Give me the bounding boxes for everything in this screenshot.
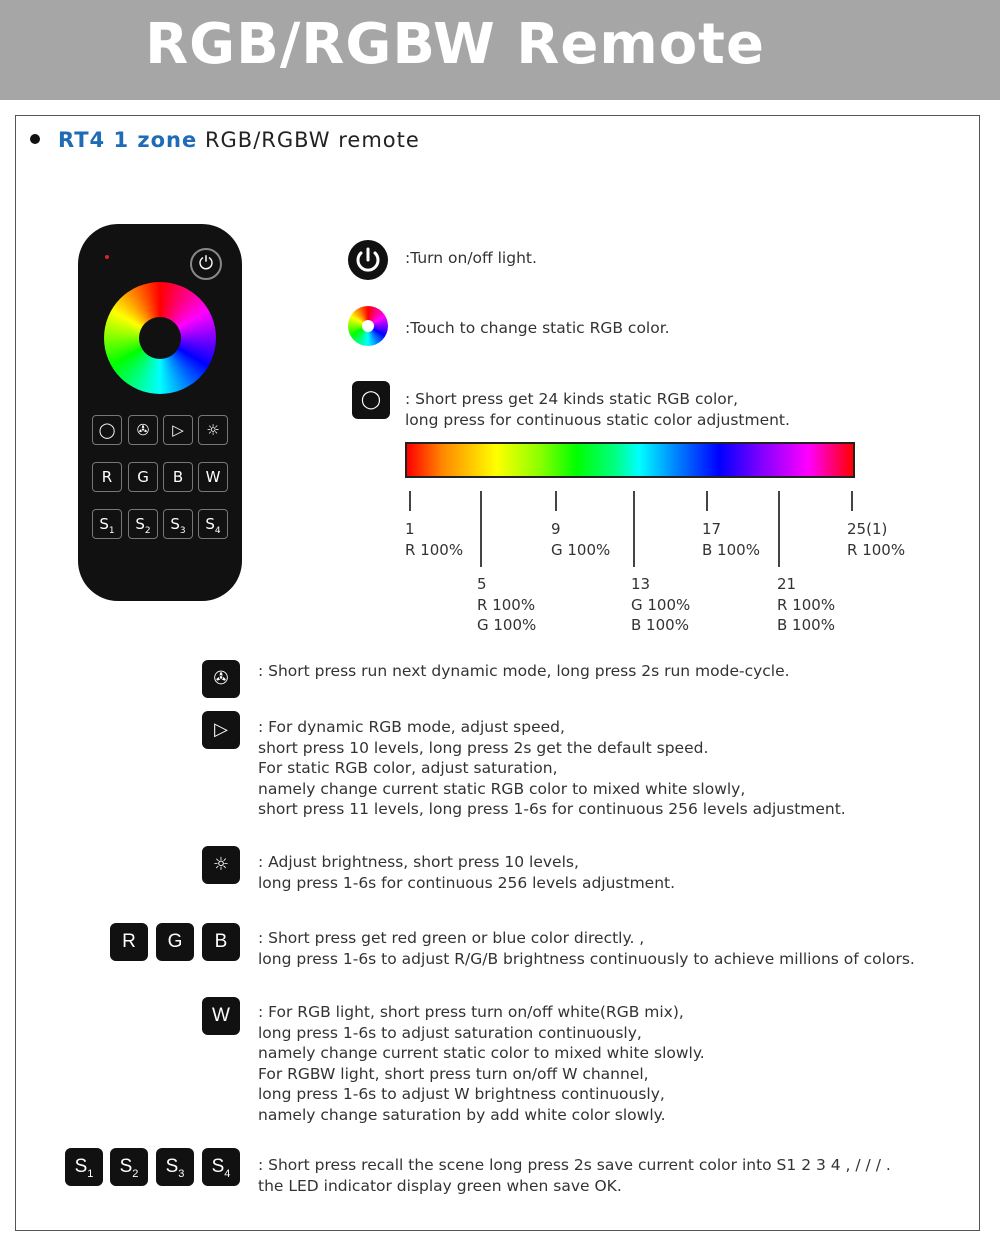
wheel-center	[139, 317, 181, 359]
touch-desc: :Touch to change static RGB color.	[405, 319, 670, 337]
remote-illustration	[78, 224, 242, 601]
brightness-desc: : Adjust brightness, short press 10 levels, long press 1-6s for continuous 256 levels adjustment.	[258, 853, 676, 892]
scale-label-17: 17 B 100%	[702, 520, 760, 559]
remote-s1-button[interactable]: $S_1$	[92, 509, 122, 539]
remote-g-button[interactable]: G	[128, 462, 158, 492]
subtitle	[30, 128, 420, 152]
scale-label-25: 25(1) R 100%	[847, 520, 906, 559]
s1-button-icon: $S_1$	[65, 1148, 103, 1186]
scale-label-5: 5 R 100% G 100%	[477, 575, 537, 634]
color-spectrum-bar	[405, 442, 855, 478]
remote-mode-button[interactable]: ✇	[128, 415, 158, 445]
remote-static-button[interactable]: ◯	[92, 415, 122, 445]
s3-button-icon: $S_3$	[156, 1148, 194, 1186]
remote-speed-button[interactable]: ▷	[163, 415, 193, 445]
s4-button-icon: $S_4$	[202, 1148, 240, 1186]
power-icon	[348, 240, 388, 280]
brightness-icon: ☼	[202, 846, 240, 884]
r-button-icon: R	[110, 923, 148, 961]
subtitle-model: RT4 1 zone	[58, 128, 198, 152]
page-title: RGB/RGBW Remote	[145, 12, 765, 77]
tick-1	[409, 491, 411, 511]
remote-s3-button[interactable]: $S_3$	[163, 509, 193, 539]
remote-s4-button[interactable]: $S_4$	[198, 509, 228, 539]
w-button-icon: W	[202, 997, 240, 1035]
tick-25	[851, 491, 853, 511]
b-button-icon: B	[202, 923, 240, 961]
remote-brightness-button[interactable]: ☼	[198, 415, 228, 445]
rgb-desc: : Short press get red green or blue color directly. , long press 1-6s to adjust R/G/B brightness continuously to achieve millions of colors.	[258, 929, 915, 968]
scene-desc: : Short press recall the scene long press 2s save current color into S1 2 3 4 , / / / . the LED indicator display green when save OK.	[258, 1156, 891, 1195]
color-wheel-icon	[348, 306, 388, 346]
scale-label-21: 21 R 100% B 100%	[777, 575, 836, 634]
bullet-icon	[30, 134, 40, 144]
remote-w-button[interactable]: W	[198, 462, 228, 492]
remote-power-button[interactable]: ⏻	[190, 248, 222, 280]
header-banner	[0, 0, 1000, 100]
remote-r-button[interactable]: R	[92, 462, 122, 492]
mode-icon: ✇	[202, 660, 240, 698]
speed-icon: ▷	[202, 711, 240, 749]
s2-button-icon: $S_2$	[110, 1148, 148, 1186]
subtitle-rest: RGB/RGBW remote	[204, 128, 420, 152]
g-button-icon: G	[156, 923, 194, 961]
static-color-icon: ◯	[352, 381, 390, 419]
remote-b-button[interactable]: B	[163, 462, 193, 492]
remote-s2-button[interactable]: $S_2$	[128, 509, 158, 539]
tick-21	[778, 491, 780, 567]
tick-13	[633, 491, 635, 567]
tick-9	[555, 491, 557, 511]
power-desc: :Turn on/off light.	[405, 249, 537, 267]
mode-desc: : Short press run next dynamic mode, long press 2s run mode-cycle.	[258, 662, 790, 680]
tick-17	[706, 491, 708, 511]
scale-label-9: 9 G 100%	[551, 520, 611, 559]
tick-5	[480, 491, 482, 567]
remote-color-wheel[interactable]	[104, 282, 216, 394]
scale-label-13: 13 G 100% B 100%	[631, 575, 691, 634]
led-indicator	[105, 255, 109, 259]
speed-desc: : For dynamic RGB mode, adjust speed, short press 10 levels, long press 2s get the default speed. For static RGB color, adjust saturation, namely change current static RGB color to mixed white slowly, short press 11 levels, long press 1-6s for continuous 256 levels adjustment.	[258, 718, 846, 818]
scale-label-1: 1 R 100%	[405, 520, 464, 559]
static-desc: : Short press get 24 kinds static RGB color, long press for continuous static color adjustment.	[405, 390, 790, 429]
w-desc: : For RGB light, short press turn on/off white(RGB mix), long press 1-6s to adjust saturation continuously, namely change current static color to mixed white slowly. For RGBW light, short press turn on/off W channel, long press 1-6s to adjust W brightness continuously, namely change saturation by add white color slowly.	[258, 1003, 705, 1124]
